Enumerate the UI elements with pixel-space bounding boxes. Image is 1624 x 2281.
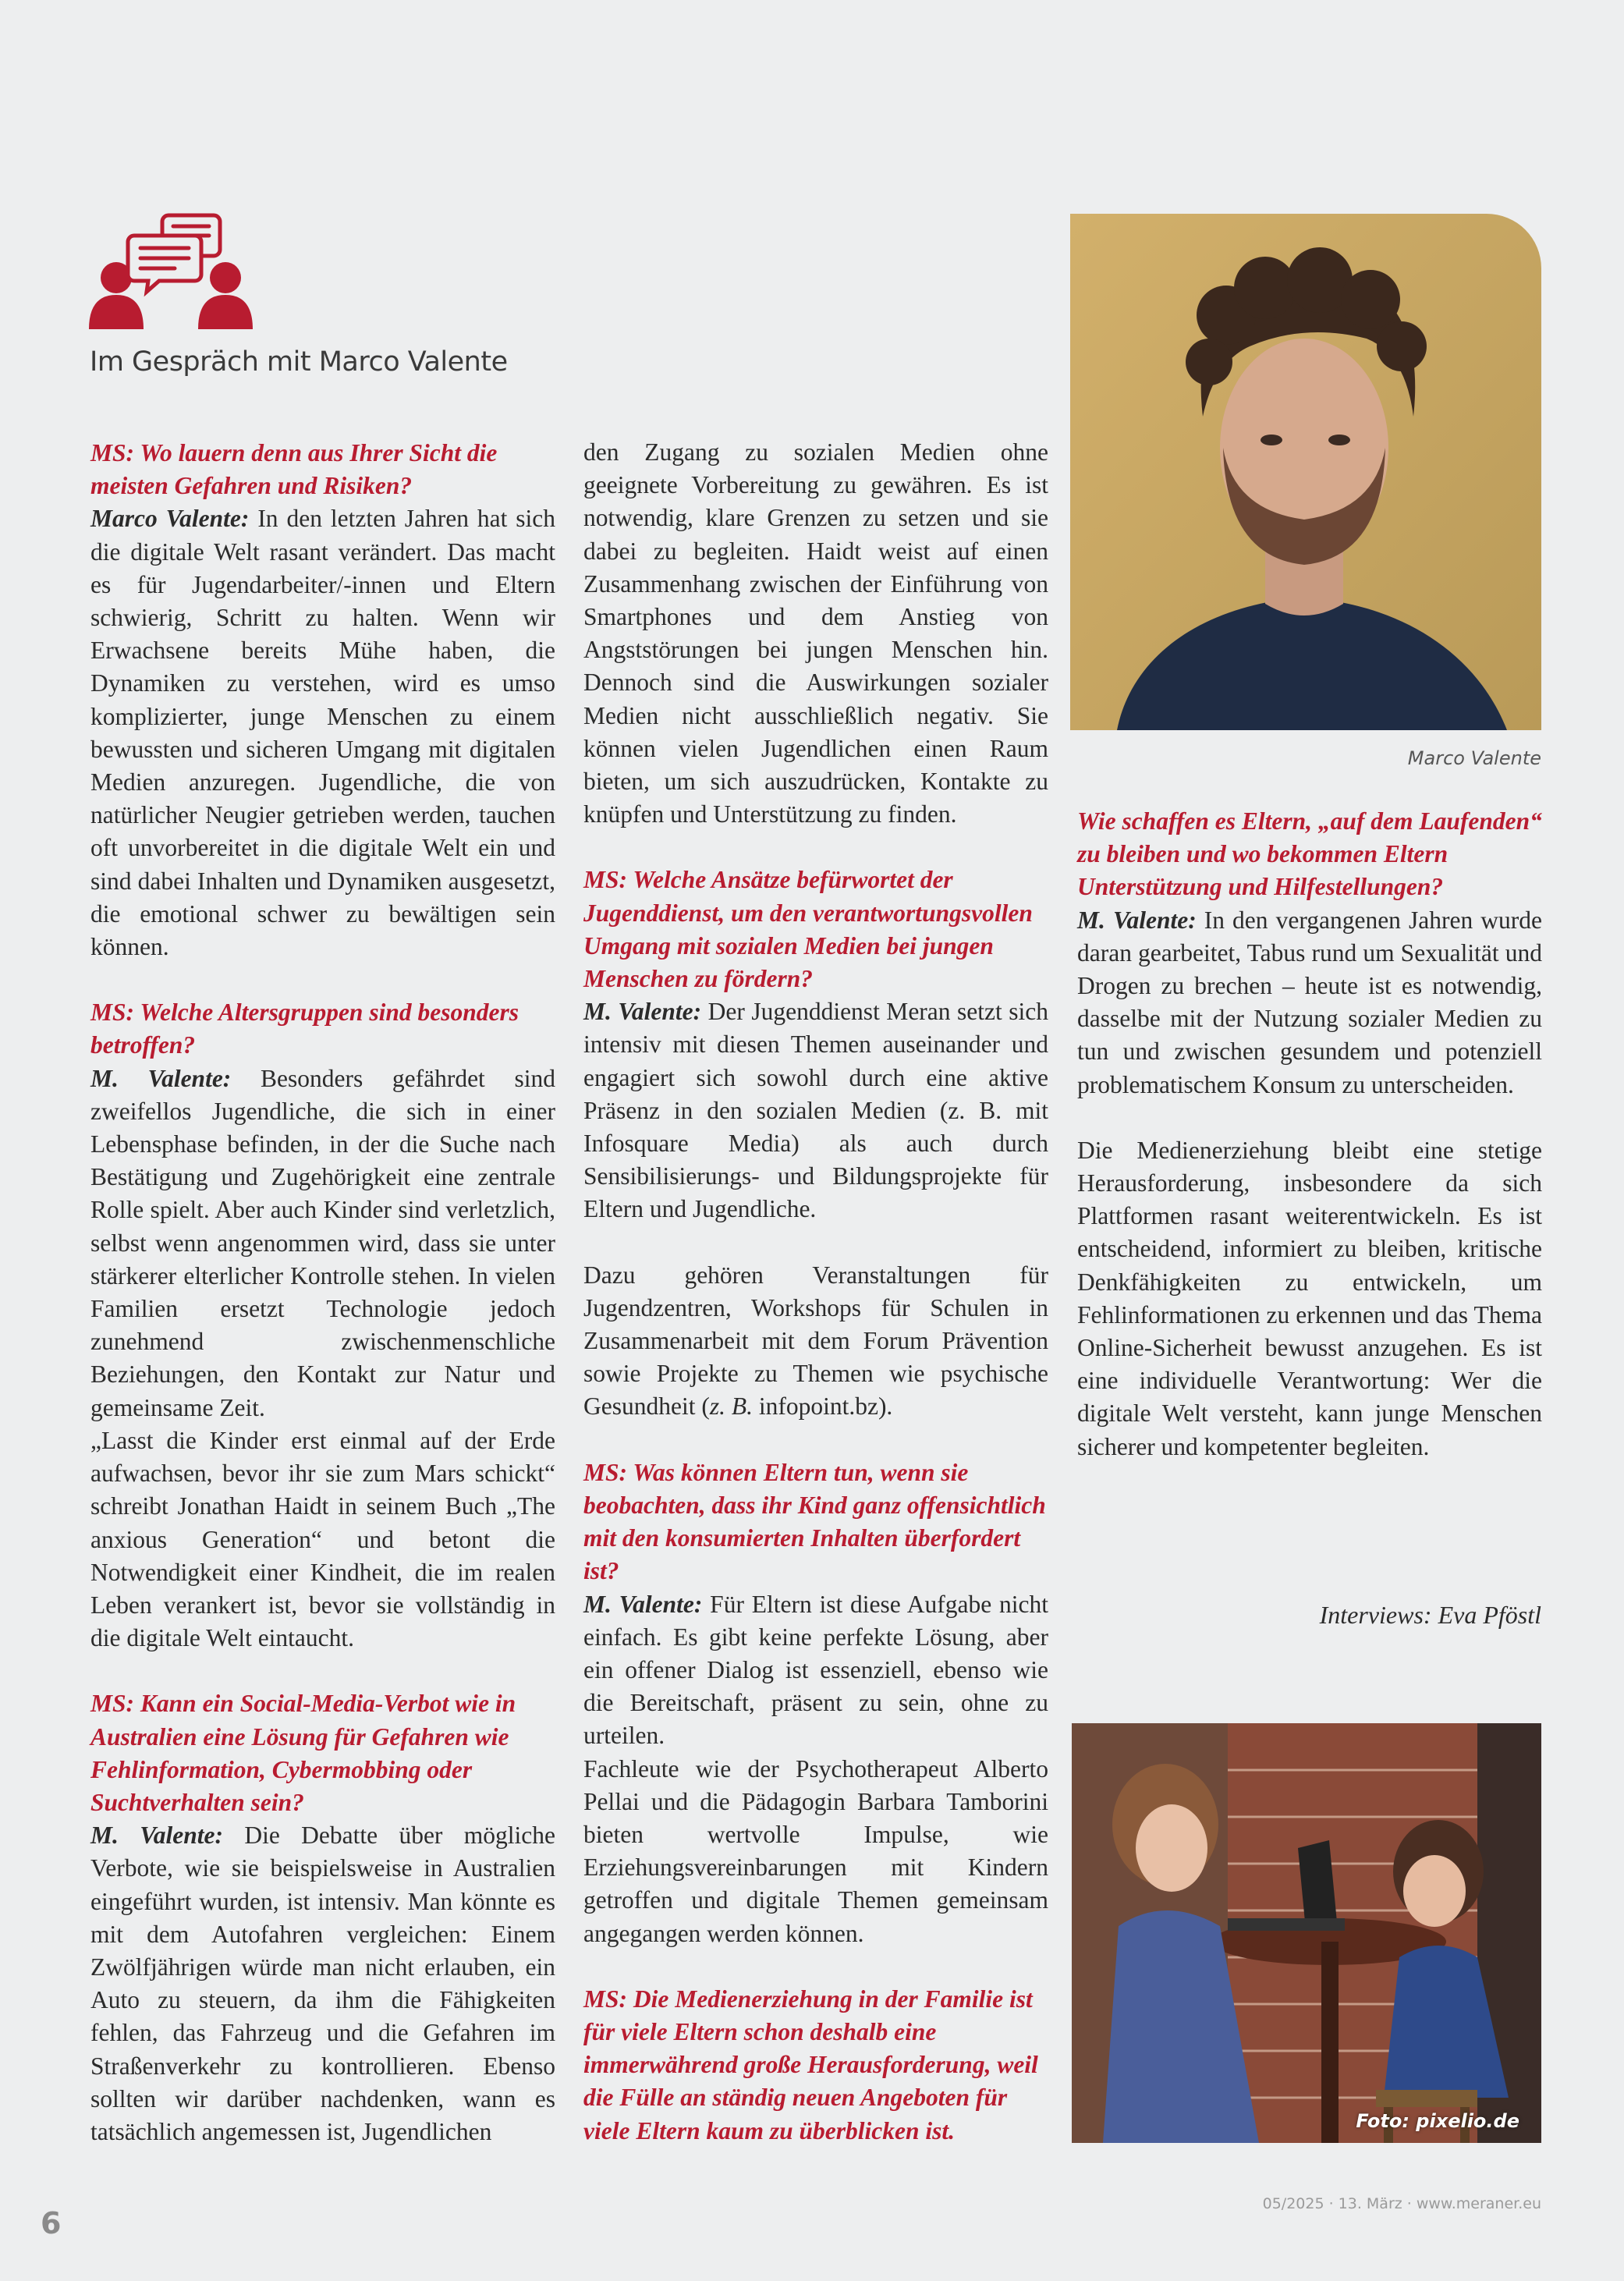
speaker-name: M. Valente: — [583, 1590, 703, 1618]
paragraph-text: „Lasst die Kinder erst einmal auf der Erde aufwachsen, bevor ihr sie zum Mars schickt“ schreibt Jonathan Haidt in seinem Buch „The anxious Generation“ und betont die Notwendigkeit einer Kindheit, die im realen Leben verankert ist, bevor sie vollständig in die digitale Welt eintaucht. — [90, 1426, 555, 1652]
interview-paragraph — [1077, 1134, 1542, 1463]
question-text: MS: Die Medienerziehung in der Familie ist für viele Eltern schon deshalb eine immerwährend große Herausforderung, weil die Fülle an ständig neuen Angeboten für viele Eltern kaum zu überblicken ist. — [583, 1985, 1038, 2144]
paragraph-text: Die Debatte über mögliche Verbote, wie sie beispielsweise in Australien eingeführt wurden, ist intensiv. Man könnte es mit dem Autofahren vergleichen: Einem Zwölfjährigen würde man nicht erlauben, ein Auto zu steuern, da ihm die Fähigkeiten fehlen, das Fahrzeug und die Gefahren im Straßenverkehr zu kontrollieren. Ebenso sollten wir darüber nachdenken, wann es tatsächlich angemessen ist, Jugendlichen — [90, 1822, 555, 2145]
interview-question — [583, 1983, 1048, 2148]
speaker-name: M. Valente: — [90, 1822, 223, 1850]
paragraph-text: den Zugang zu sozialen Medien ohne geeignete Vorbereitung zu gewähren. Es ist notwendig, klare Grenzen zu setzen und sie dabei zu begleiten. Haidt weist auf einen Zusammenhang zwischen der Einführung von Smartphones und dem Anstieg von Angststörungen bei jungen Menschen hin. Dennoch sind die Auswirkungen sozialer Medien nicht ausschließlich negativ. Sie können vielen Jugendlichen einen Raum bieten, um sich auszudrücken, Kontakte zu knüpfen und Unterstützung zu finden. — [583, 438, 1048, 828]
interview-paragraph — [583, 1588, 1048, 1753]
italic-text: z. B. — [709, 1392, 753, 1421]
article-column-1 — [90, 437, 555, 2148]
section-heading: Im Gespräch mit Marco Valente — [90, 346, 508, 378]
interview-question — [583, 1456, 1048, 1588]
children-photo — [1072, 1723, 1541, 2143]
paragraph-text: Besonders gefährdet sind zweifellos Jugendliche, die sich in einer Lebensphase befinden, in der die Suche nach Bestätigung und Zugehörigkeit eine zentrale Rolle spielt. Aber auch Kinder sind verletzlich, selbst wenn angenommen wird, dass sie unter stärkerer elterlicher Kontrolle stehen. In vielen Familien ersetzt Technologie jedoch zunehmend zwischenmenschliche Beziehungen, den Kontakt zur Natur und gemeinsame Zeit. — [90, 1064, 555, 1421]
interview-paragraph — [90, 502, 555, 963]
paragraph-text: In den letzten Jahren hat sich die digitale Welt rasant verändert. Das macht es für Jugendarbeiter/-innen und Eltern schwierig, Schritt zu halten. Wenn wir Erwachsene bereits Mühe haben, die Dynamiken zu verstehen, wird es umso komplizierter, junge Menschen zu einem bewussten und sicheren Umgang mit digitalen Medien anzuregen. Jugendliche, die von natürlicher Neugier getrieben werden, tauchen oft unvorbereitet in die digitale Welt ein und sind dabei Inhalten und Dynamiken ausgesetzt, die emotional schwer zu bewältigen sein können. — [90, 505, 555, 961]
article-column-3 — [1077, 805, 1542, 1463]
interview-paragraph — [90, 1062, 555, 1424]
paragraph-text: Dazu gehören Veranstaltungen für Jugendzentren, Workshops für Schulen in Zusammenarbeit mit dem Forum Prävention sowie Projekte zu Themen wie psychische Gesundheit ( — [583, 1261, 1048, 1421]
interview-question — [90, 996, 555, 1062]
interview-paragraph — [90, 1424, 555, 1655]
paragraph-text: In den vergangenen Jahren wurde daran gearbeitet, Tabus rund um Sexualität und Drogen zu brechen – heute ist es notwendig, dasselbe mit der Nutzung sozialer Medien zu tun und zwischen gesundem und potenziell problematischem Konsum zu unterscheiden. — [1077, 906, 1542, 1098]
question-text: MS: Wo lauern denn aus Ihrer Sicht die meisten Gefahren und Risiken? — [90, 439, 498, 500]
speaker-name: M. Valente: — [90, 1064, 232, 1092]
photo-caption: Marco Valente — [1407, 747, 1541, 769]
speaker-name: M. Valente: — [583, 998, 702, 1026]
interview-question — [90, 1687, 555, 1819]
question-text: MS: Welche Altersgruppen sind besonders betroffen? — [90, 999, 519, 1059]
interview-paragraph — [583, 1753, 1048, 1950]
photo-credit: Foto: pixelio.de — [1356, 2110, 1519, 2132]
question-text: Wie schaffen es Eltern, „auf dem Laufenden“ zu bleiben und wo bekommen Eltern Unterstützung und Hilfestellungen? — [1077, 807, 1542, 901]
interview-question — [583, 864, 1048, 995]
interview-paragraph — [1077, 904, 1542, 1101]
paragraph-text: infopoint.bz). — [752, 1392, 893, 1421]
interview-paragraph — [583, 995, 1048, 1226]
speaker-name: M. Valente: — [1077, 906, 1197, 934]
interview-paragraph — [90, 1819, 555, 2148]
interview-paragraph — [583, 1259, 1048, 1424]
paragraph-text: Fachleute wie der Psychotherapeut Alberto Pellai und die Pädagogin Barbara Tamborini bieten wertvolle Impulse, wie Erziehungsvereinbarungen mit Kindern getroffen und digitale Themen gemeinsam angegangen werden können. — [583, 1754, 1048, 1947]
footer-issue-info: 05/2025 · 13. März · www.meraner.eu — [1262, 2195, 1541, 2212]
page-number: 6 — [41, 2206, 62, 2240]
question-text: MS: Kann ein Social-Media-Verbot wie in Australien eine Lösung für Gefahren wie Fehlinformation, Cybermobbing oder Suchtverhalten sein? — [90, 1690, 516, 1816]
question-text: MS: Was können Eltern tun, wenn sie beobachten, dass ihr Kind ganz offensichtlich mit den konsumierten Inhalten überfordert ist? — [583, 1458, 1046, 1585]
portrait-photo — [1070, 214, 1541, 730]
interview-question — [1077, 805, 1542, 904]
interview-credit: Interviews: Eva Pföstl — [1319, 1601, 1541, 1629]
speaker-name: Marco Valente: — [90, 505, 250, 533]
interview-question — [90, 437, 555, 502]
paragraph-text: Für Eltern ist diese Aufgabe nicht einfach. Es gibt keine perfekte Lösung, aber ein offener Dialog ist essenziell, ebenso wie die Bereitschaft, präsent zu sein, ohne zu urteilen. — [583, 1590, 1048, 1750]
paragraph-text: Der Jugenddienst Meran setzt sich intensiv mit diesen Themen auseinander und engagiert sich sowohl durch eine aktive Präsenz in den sozialen Medien (z. B. mit Infosquare Media) als auch durch Sensibilisierungs- und Bildungsprojekte für Eltern und Jugendliche. — [583, 998, 1048, 1223]
article-column-2 — [583, 436, 1048, 2148]
interview-paragraph — [583, 436, 1048, 831]
paragraph-text: Die Medienerziehung bleibt eine stetige Herausforderung, insbesondere da sich Plattformen rasant weiterentwickeln. Es ist entscheidend, informiert zu bleiben, kritische Denkfähigkeiten zu entwickeln, um Fehlinformationen zu erkennen und das Thema Online-Sicherheit bewusst anzugehen. Es ist eine individuelle Verantwortung: Wer die digitale Welt versteht, kann junge Menschen sicherer und kompetenter begleiten. — [1077, 1136, 1542, 1460]
interview-icon — [87, 212, 254, 329]
question-text: MS: Welche Ansätze befürwortet der Jugenddienst, um den verantwortungsvollen Umgang mit sozialen Medien bei jungen Menschen zu fördern? — [583, 866, 1033, 993]
